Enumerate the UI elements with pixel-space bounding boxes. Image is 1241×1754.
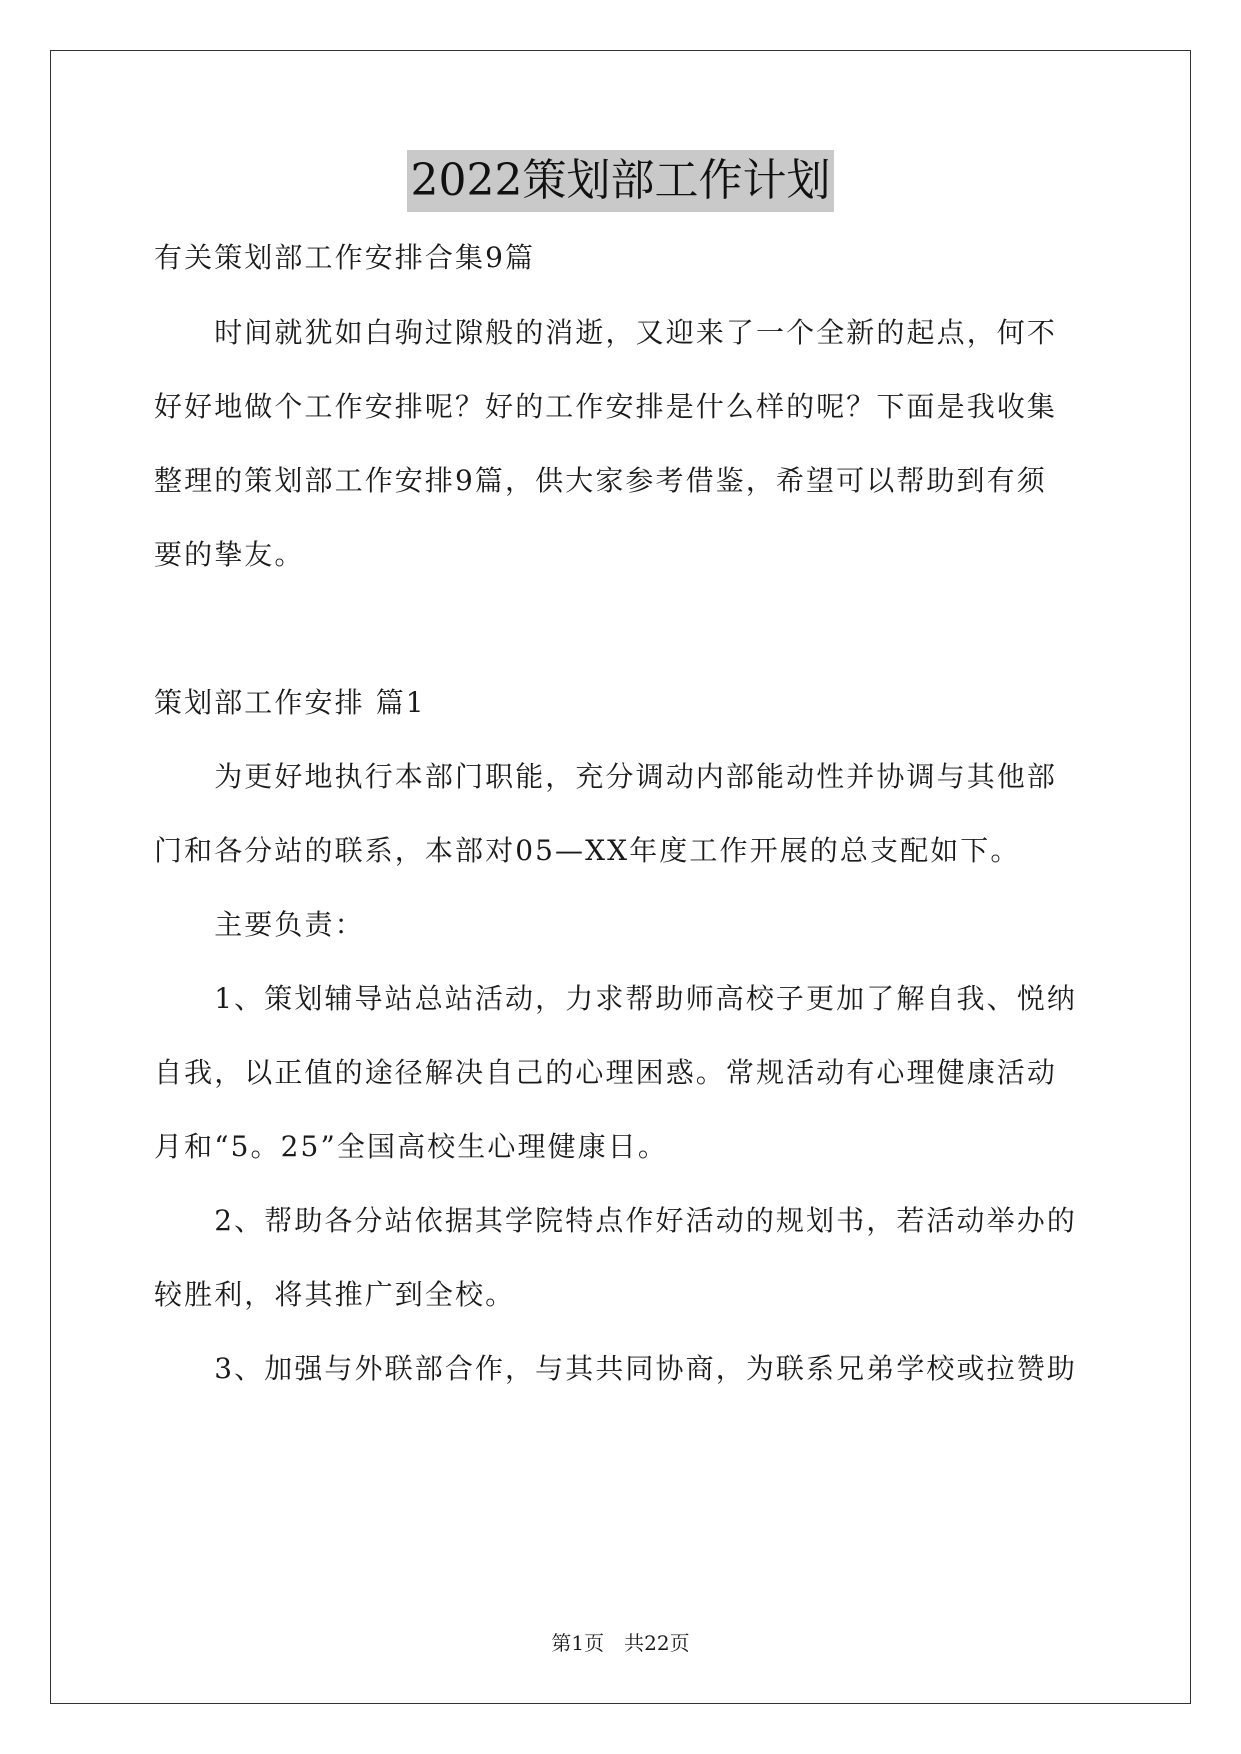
document-title: 2022策划部工作计划: [407, 150, 835, 212]
paragraph-line: 3、加强与外联部合作，与其共同协商，为联系兄弟学校或拉赞助: [154, 1352, 1077, 1385]
page-border: [50, 50, 1191, 1704]
subtitle-line: 有关策划部工作安排合集9篇: [154, 241, 536, 274]
paragraph-line: 要的挚友。: [154, 538, 305, 571]
paragraph-line: 1、策划辅导站总站活动，力求帮助师高校子更加了解自我、悦纳: [154, 982, 1077, 1015]
paragraph-line: 时间就犹如白驹过隙般的消逝，又迎来了一个全新的起点，何不: [154, 316, 1058, 349]
paragraph-line: 2、帮助各分站依据其学院特点作好活动的规划书，若活动举办的: [154, 1204, 1077, 1237]
paragraph-line: 较胜利，将其推广到全校。: [154, 1278, 516, 1311]
section-heading: 策划部工作安排 篇1: [154, 686, 426, 719]
paragraph-line: 整理的策划部工作安排9篇，供大家参考借鉴，希望可以帮助到有须: [154, 464, 1047, 497]
paragraph-line: 主要负责：: [154, 908, 365, 941]
page-number-footer: 第1页 共22页: [551, 1631, 690, 1655]
paragraph-line: 为更好地执行本部门职能，充分调动内部能动性并协调与其他部: [154, 760, 1058, 793]
paragraph-line: 自我，以正值的途径解决自己的心理困惑。常规活动有心理健康活动: [154, 1056, 1058, 1089]
paragraph-line: 好好地做个工作安排呢？好的工作安排是什么样的呢？下面是我收集: [154, 390, 1058, 423]
paragraph-line: 门和各分站的联系，本部对05—XX年度工作开展的总支配如下。: [154, 834, 1021, 867]
paragraph-line: 月和“5。25”全国高校生心理健康日。: [154, 1130, 668, 1163]
title-container: [0, 150, 1241, 212]
